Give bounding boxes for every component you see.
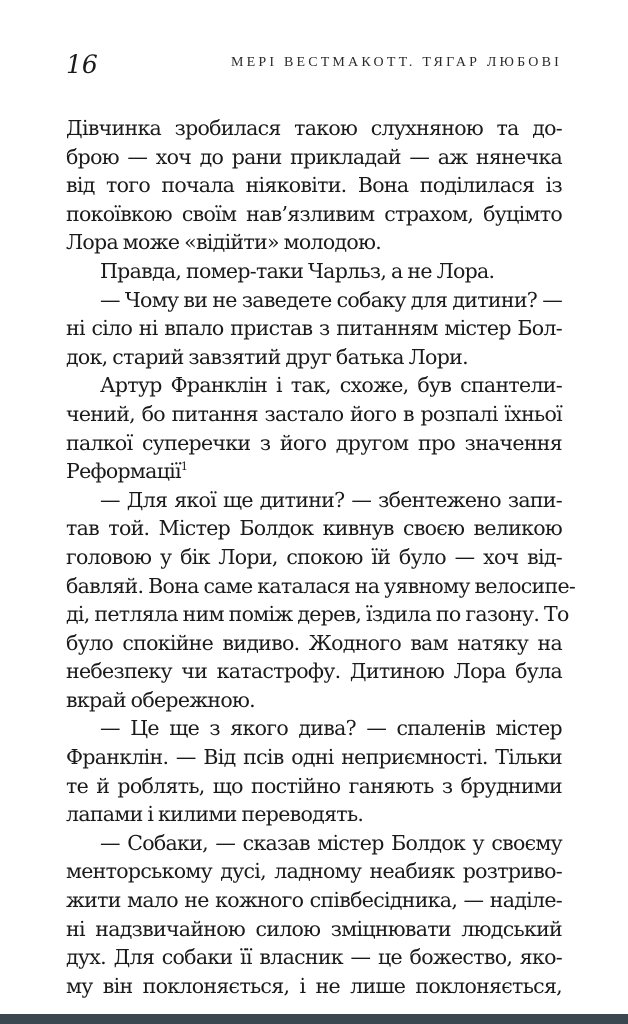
- text-line: дух. Для собаки її власник — це божество, яко-: [66, 945, 562, 970]
- page-header: [66, 46, 562, 86]
- text-line: — Чому ви не заведете собаку для дитини? —: [100, 287, 562, 312]
- text-line: ні сіло ні впало пристав з питанням містер Бол-: [66, 316, 562, 341]
- text-line: — Для якої ще дитини? — збентежено запи-: [100, 487, 562, 512]
- text-line: те й роблять, що постійно ганяють з брудними: [66, 773, 562, 798]
- running-title: МЕРІ ВЕСТМАКОТТ. ТЯГАР ЛЮБОВІ: [231, 55, 562, 70]
- text-line: лапами і килими переводять.: [66, 802, 364, 827]
- text-line: му він поклоняється, і не лише поклоняється,: [66, 973, 562, 998]
- text-line: ді, петляла ним поміж дерев, їздила по газону. То: [66, 602, 569, 627]
- text-line: Франклін. — Від псів одні неприємності. Тільки: [66, 745, 562, 770]
- text-line: вкрай обережною.: [66, 687, 255, 712]
- text-line: головою у бік Лори, спокою їй було — хоч від-: [66, 544, 562, 569]
- text-line: ні надзвичайною силою зміцнювати людський: [66, 916, 562, 941]
- text-line: брою — хоч до рани прикладай — аж нянечка: [66, 144, 562, 169]
- text-line: Дівчинка зробилася такою слухняною та до-: [66, 116, 562, 140]
- text-line: Лора може «відійти» молодою.: [66, 230, 382, 255]
- text-line: було спокійне видиво. Жодного вам натяку на: [66, 630, 562, 655]
- text-line: Реформації: [66, 459, 181, 484]
- text-line: Артур Франклін і так, схоже, був спантели-: [100, 373, 562, 398]
- text-line: жити мало не кожного співбесідника, — наділе-: [66, 888, 562, 913]
- footnote-marker: 1: [180, 460, 188, 474]
- text-line: Правда, помер-таки Чарльз, а не Лора.: [100, 258, 495, 283]
- text-line: тав той. Містер Болдок кивнув своєю великою: [66, 516, 562, 541]
- text-line: док, старий завзятий друг батька Лори.: [66, 344, 468, 369]
- text-line: — Собаки, — сказав містер Болдок у своєму: [100, 830, 562, 855]
- text-line: бавляй. Вона саме каталася на уявному велосипе-: [66, 573, 576, 598]
- text-line: палкої суперечки з його другом про значення: [66, 430, 562, 455]
- text-line: покоївкою своїм нав’язливим страхом, буцімто: [66, 201, 562, 226]
- text-line: — Це ще з якого дива? — спаленів містер: [100, 716, 562, 741]
- text-line: менторському дусі, ладному неабияк розтриво-: [66, 859, 562, 884]
- page-number: 16: [66, 50, 98, 79]
- body-text: [66, 114, 576, 1000]
- bottom-edge-band: [0, 1014, 628, 1024]
- text-line: чений, бо питання застало його в розпалі їхньої: [66, 401, 562, 426]
- text-line: небезпеку чи катастрофу. Дитиною Лора була: [66, 659, 562, 684]
- text-line-with-footnote: [66, 457, 562, 486]
- text-line: від того почала ніяковіти. Вона поділилася із: [66, 173, 562, 198]
